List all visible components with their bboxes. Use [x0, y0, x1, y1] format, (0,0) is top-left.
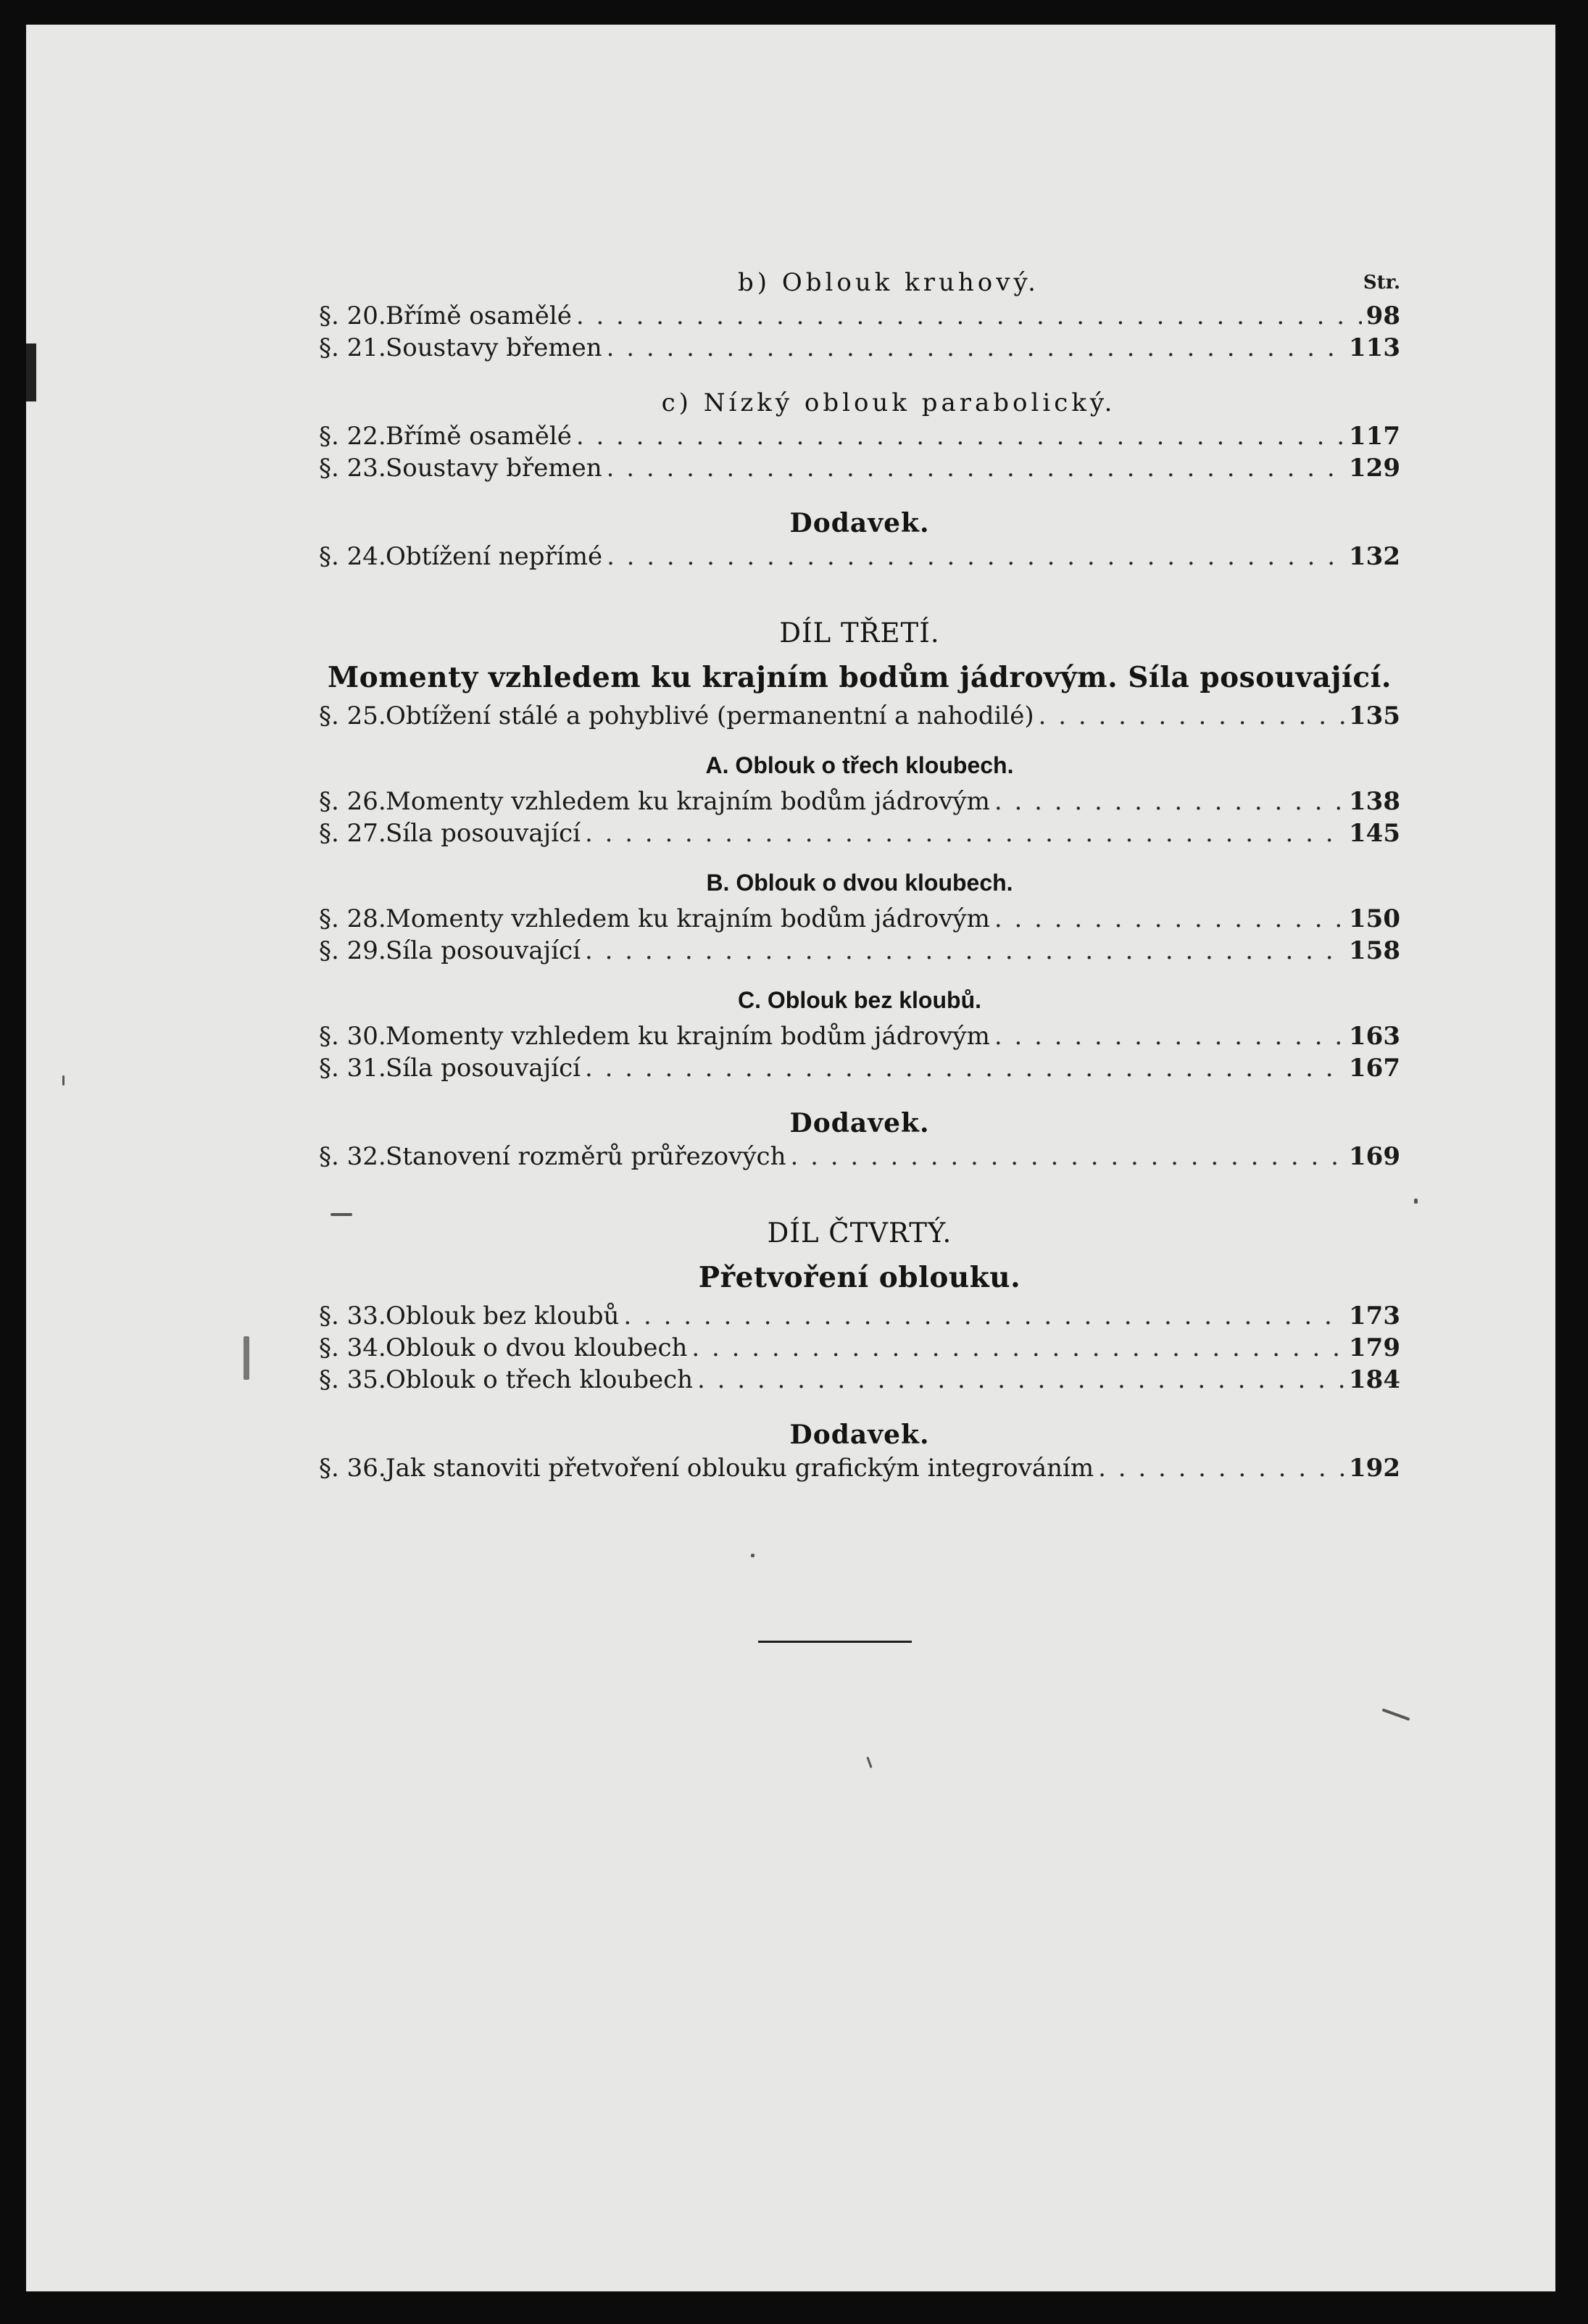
entry-number: §. 21. [319, 333, 386, 362]
entry-page: 138 [1349, 787, 1400, 816]
toc-entry [319, 420, 1400, 452]
entry-page: 145 [1349, 819, 1400, 848]
entry-title: Břímě osamělé [386, 301, 572, 330]
scan-speck [244, 1336, 249, 1380]
entry-number: §. 27. [319, 819, 386, 848]
entry-number: §. 31. [319, 1054, 386, 1083]
dot-leader [585, 1052, 1344, 1084]
entry-number: §. 29. [319, 936, 386, 965]
section-heading-row [319, 265, 1400, 300]
part-label: DÍL TŘETÍ. [779, 617, 940, 649]
section-heading: b) Oblouk kruhový. [738, 268, 1039, 297]
scan-speck [62, 1075, 65, 1086]
dot-leader [994, 1020, 1344, 1052]
dot-leader [1039, 700, 1344, 732]
entry-page: 163 [1349, 1022, 1400, 1051]
dot-leader [994, 903, 1344, 935]
entry-page: 132 [1349, 542, 1400, 571]
entry-number: §. 32. [319, 1142, 386, 1171]
dot-leader [623, 1300, 1344, 1332]
part-title: Momenty vzhledem ku krajním bodům jádrovým. Síla posouvající. [328, 661, 1392, 694]
subsection-heading: B. Oblouk o dvou kloubech. [706, 870, 1013, 896]
toc-entry [319, 700, 1400, 732]
dot-leader [576, 420, 1344, 452]
entry-title: Síla posouvající [386, 1054, 581, 1083]
entry-title: Momenty vzhledem ku krajním bodům jádrovým [386, 904, 990, 933]
entry-number: §. 22. [319, 422, 386, 451]
entry-page: 179 [1349, 1333, 1400, 1362]
page-column-label: Str. [1363, 272, 1400, 293]
dot-leader [585, 935, 1344, 967]
section-heading: Dodavek. [789, 508, 930, 538]
entry-title: Momenty vzhledem ku krajním bodům jádrovým [386, 787, 990, 816]
entry-number: §. 24. [319, 542, 386, 571]
entry-number: §. 35. [319, 1365, 386, 1394]
toc-entry [319, 541, 1400, 572]
scan-speck [751, 1554, 754, 1557]
entry-page: 167 [1349, 1054, 1400, 1083]
entry-number: §. 36. [319, 1454, 386, 1483]
toc-entry [319, 1020, 1400, 1052]
dot-leader [790, 1141, 1344, 1173]
entry-title: Síla posouvající [386, 936, 581, 965]
entry-page: 150 [1349, 904, 1400, 933]
entry-number: §. 20. [319, 301, 386, 330]
toc-entry [319, 300, 1400, 332]
entry-title: Síla posouvající [386, 819, 581, 848]
entry-page: 135 [1349, 701, 1400, 730]
dot-leader [607, 452, 1344, 484]
entry-number: §. 28. [319, 904, 386, 933]
toc-entry [319, 903, 1400, 935]
section-heading: c) Nízký oblouk parabolický. [661, 388, 1116, 417]
dot-leader [607, 332, 1344, 364]
entry-page: 169 [1349, 1142, 1400, 1171]
subsection-heading: A. Oblouk o třech kloubech. [705, 752, 1014, 778]
entry-page: 113 [1349, 333, 1400, 362]
entry-title: Momenty vzhledem ku krajním bodům jádrovým [386, 1022, 990, 1051]
scanned-page [26, 25, 1555, 2291]
toc-entry [319, 817, 1400, 849]
entry-title: Oblouk bez kloubů [386, 1301, 620, 1330]
entry-number: §. 25. [319, 701, 386, 730]
entry-title: Soustavy břemen [386, 454, 602, 483]
end-rule [758, 1641, 912, 1643]
section-heading: Dodavek. [789, 1420, 930, 1450]
scan-speck [866, 1757, 872, 1768]
table-of-contents [319, 265, 1400, 1484]
entry-page: 173 [1349, 1301, 1400, 1330]
entry-title: Obtížení nepřímé [386, 542, 603, 571]
entry-number: §. 34. [319, 1333, 386, 1362]
toc-entry [319, 1452, 1400, 1484]
entry-page: 129 [1349, 454, 1400, 483]
entry-title: Obtížení stálé a pohyblivé (permanentní a nahodilé) [386, 701, 1034, 730]
subsection-heading: C. Oblouk bez kloubů. [738, 987, 981, 1013]
entry-title: Břímě osamělé [386, 422, 572, 451]
dot-leader [585, 817, 1344, 849]
entry-number: §. 33. [319, 1301, 386, 1330]
dot-leader [691, 1332, 1344, 1364]
scan-speck [1382, 1708, 1410, 1720]
entry-number: §. 26. [319, 787, 386, 816]
scan-speck [1414, 1199, 1418, 1204]
toc-entry [319, 935, 1400, 967]
entry-title: Soustavy břemen [386, 333, 602, 362]
dot-leader [607, 541, 1344, 572]
toc-entry [319, 1300, 1400, 1332]
toc-entry [319, 1332, 1400, 1364]
toc-entry [319, 332, 1400, 364]
toc-entry [319, 1052, 1400, 1084]
entry-page: 98 [1365, 301, 1400, 330]
entry-title: Jak stanoviti přetvoření oblouku grafickým integrováním [386, 1454, 1094, 1483]
dot-leader [994, 786, 1344, 817]
entry-page: 158 [1349, 936, 1400, 965]
section-heading: Dodavek. [789, 1108, 930, 1138]
toc-entry [319, 786, 1400, 817]
toc-entry [319, 1141, 1400, 1173]
scan-speck [26, 343, 36, 401]
entry-number: §. 30. [319, 1022, 386, 1051]
dot-leader [697, 1364, 1344, 1396]
entry-title: Stanovení rozměrů průřezových [386, 1142, 786, 1171]
entry-title: Oblouk o třech kloubech [386, 1365, 694, 1394]
part-title: Přetvoření oblouku. [698, 1261, 1021, 1294]
entry-page: 184 [1349, 1365, 1400, 1394]
entry-page: 117 [1349, 422, 1400, 451]
toc-entry [319, 1364, 1400, 1396]
scan-speck [331, 1213, 352, 1216]
toc-entry [319, 452, 1400, 484]
entry-page: 192 [1349, 1454, 1400, 1483]
entry-title: Oblouk o dvou kloubech [386, 1333, 688, 1362]
entry-number: §. 23. [319, 454, 386, 483]
dot-leader [576, 300, 1362, 332]
part-label: DÍL ČTVRTÝ. [767, 1217, 952, 1249]
dot-leader [1098, 1452, 1344, 1484]
